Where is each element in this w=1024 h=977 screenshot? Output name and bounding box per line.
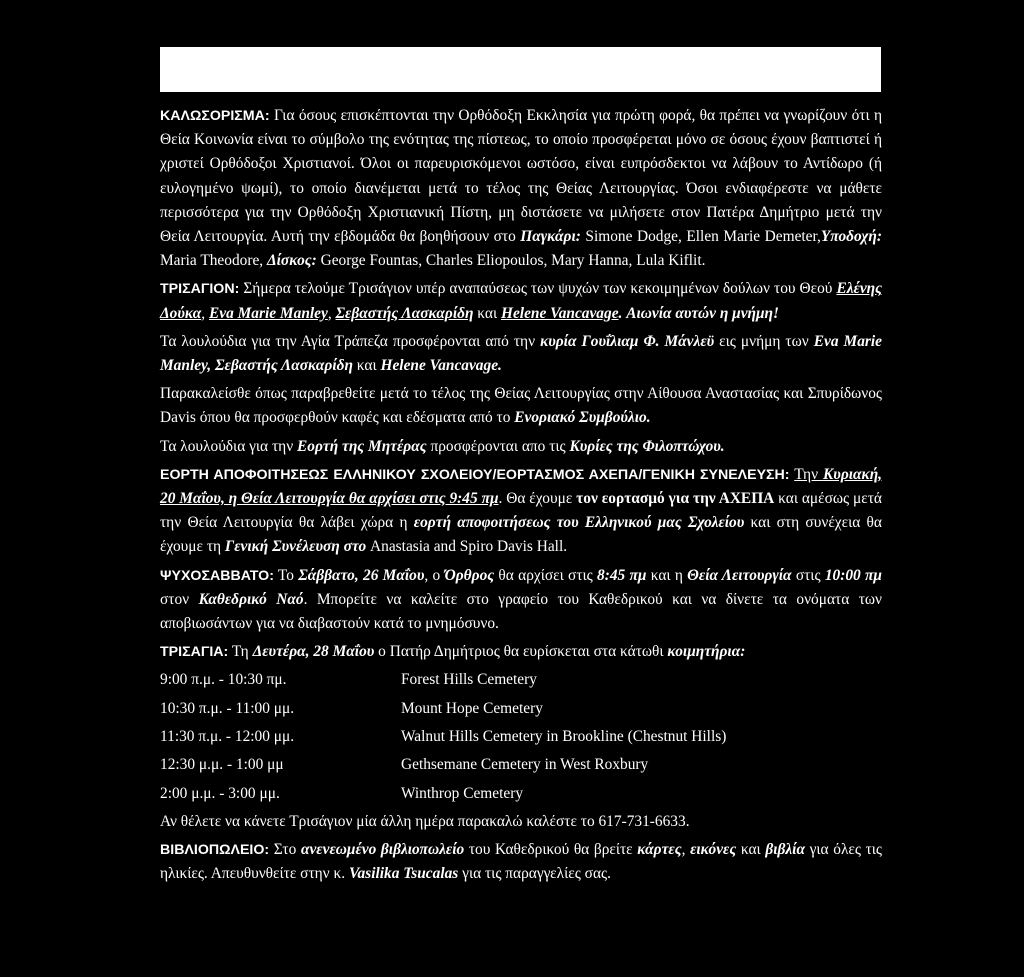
graduation-date-plain: Την: [794, 465, 819, 483]
cards-label: κάρτες: [637, 841, 682, 859]
psychosavvato-text-4: και η: [646, 566, 688, 584]
header-bar: [160, 47, 881, 92]
bookstore-text-4: για όλες τις ηλικίες. Απευθυνθείτε στην κ.: [160, 841, 883, 883]
schedule-place: Gethsemane Cemetery in West Roxbury: [401, 756, 649, 774]
bookstore-text-3: και: [736, 841, 766, 859]
deceased-sep-2: ,: [327, 304, 336, 322]
graduation-heading: ΕΟΡΤΗ ΑΠΟΦΟΙΤΗΣΕΩΣ ΕΛΛΗΝΙΚΟΥ ΣΧΟΛΕΙΟΥ/ΕΟΡΤΑΣΜΟΣ ΑΧΕΠΑ/ΓΕΝΙΚΗ ΣΥΝΕΛΕΥΣΗ:: [160, 466, 790, 483]
schedule-place: Forest Hills Cemetery: [401, 671, 537, 689]
trisagion-text: Σήμερα τελούμε Τρισάγιον υπέρ αναπαύσεως των ψυχών των κεκοιμημένων δούλων του Θεού: [239, 280, 837, 298]
bookstore-paragraph: [160, 838, 882, 886]
schedule-time: 2:00 μ.μ. - 3:00 μμ.: [160, 784, 280, 802]
schedule-row: [160, 666, 882, 694]
liturgy-label: Θεία Λειτουργία: [687, 566, 792, 584]
flowers-altar-names: Eva Marie Manley, Σεβαστής Λασκαρίδη: [160, 332, 882, 375]
bulletin-document: [160, 104, 882, 891]
trisagion-paragraph: [160, 277, 882, 325]
cathedral-label: Καθεδρικό Ναό: [198, 590, 304, 608]
psychosavvato-text: Το: [273, 566, 299, 584]
trisagia-text-2: ο Πατήρ Δημήτριος θα ευρίσκεται στα κάτωθι: [374, 643, 668, 661]
graduation-date: Κυριακή, 20 Μαΐου, η Θεία Λειτουργία θα αρχίσει στις 9:45 πμ: [160, 465, 882, 508]
flowers-mothers-text-2: προσφέρονται απο τις: [426, 437, 570, 455]
orthros-time: 8:45 πμ: [597, 566, 647, 584]
bookstore-text: Στο: [269, 841, 301, 859]
school-graduation: εορτή αποφοιτήσεως του Ελληνικού μας Σχολείου: [413, 514, 745, 532]
graduation-text-2: και αμέσως μετά την Θεία Λειτουργία θα λάβει χώρα η: [160, 490, 882, 532]
coffee-paragraph: [160, 382, 882, 430]
schedule-time: 11:30 π.μ. - 12:00 μμ.: [160, 728, 295, 746]
deceased-name-3: Σεβαστής Λασκαρίδη: [335, 304, 474, 322]
deceased-sep-3: και: [473, 304, 501, 322]
schedule-time: 9:00 π.μ. - 10:30 πμ.: [160, 671, 287, 689]
memory-closing: . Αιωνία αυτών η μνήμη!: [618, 304, 779, 322]
psychosavvato-heading: ΨΥΧΟΣΑΒΒΑΤΟ:: [160, 567, 274, 584]
schedule-row: [160, 695, 882, 723]
flowers-altar-text-3: και: [352, 357, 381, 375]
pangari-label: Παγκάρι:: [520, 228, 581, 246]
trisagia-date: Δευτέρα, 28 Μαΐου: [252, 643, 375, 661]
flowers-altar-text: Τα λουλούδια για την Αγία Τράπεζα προσφέρονται από την: [160, 332, 541, 350]
schedule-place: Mount Hope Cemetery: [401, 699, 543, 717]
psychosavvato-text-3: θα αρχίσει στις: [494, 566, 598, 584]
flowers-mothers-paragraph: [160, 435, 882, 459]
bookstore-contact: Vasilika Tsucalas: [348, 865, 459, 883]
diskos-label: Δίσκος:: [266, 252, 317, 270]
flowers-altar-donor: κυρία Γουΐλιαμ Φ. Μάνλεϋ: [540, 332, 715, 350]
bookstore-heading: ΒΙΒΛΙΟΠΩΛΕΙΟ:: [160, 842, 270, 859]
flowers-mothers-text: Τα λουλούδια για την: [160, 437, 298, 455]
renewed-bookstore: ανενεωμένο βιβλιοπωλείο: [300, 841, 465, 859]
icons-label: εικόνες: [690, 841, 737, 859]
welcome-heading: ΚΑΛΩΣΟΡΙΣΜΑ:: [160, 108, 270, 124]
philoptochos-ladies: Κυρίες της Φιλοπτώχου.: [569, 437, 725, 455]
psychosavvato-text-2: , ο: [424, 566, 445, 584]
coffee-text: Παρακαλείσθε όπως παραβρεθείτε μετά το τέλος της Θείας Λειτουργίας στην Αίθουσα Αναστασίας και Σπυρίδωνος Davis όπου θα προσφερθούν καφές και εδέσματα από το: [160, 385, 882, 427]
bookstore-comma: ,: [681, 841, 691, 859]
ahepa-celebration: τον εορτασμό για την ΑΧΕΠΑ: [576, 490, 775, 508]
psychosavvato-date: Σάββατο, 26 Μαΐου: [298, 566, 425, 584]
schedule-time: 10:30 π.μ. - 11:00 μμ.: [160, 699, 295, 717]
cemeteries-label: κοιμητήρια:: [667, 643, 746, 661]
schedule-place: Walnut Hills Cemetery in Brookline (Chestnut Hills): [401, 728, 727, 746]
welcome-text: Για όσους επισκέπτονται την Ορθόδοξη Εκκλησία για πρώτη φορά, θα πρέπει να γνωρίζουν ότι η Θεία Κοινωνία είναι το σύμβολο της ενότητας της πίστεως, το οποίο προσφέρεται μόνο σε όσους έχουν βαπτιστεί ή χριστεί Ορθόδοξοι Χριστιανοί. Όλοι οι παρευρισκόμενοι ωστόσο, είναι ευπρόσδεκτοι να λάβουν το Αντίδωρο (ή ευλογημένο ψωμί), το οποίο διανέμεται μετά το τέλος της Θείας Λειτουργίας. Όσοι ενδιαφέρεστε να μάθετε περισσότερα για την Ορθόδοξη Χριστιανική Πίστη, μη διστάσετε να μιλήσετε στον Πατέρα Δημήτριο μετά την Θεία Λειτουργία. Αυτή την εβδομάδα θα βοηθήσουν στο: [160, 107, 882, 246]
flowers-altar-last-name: Helene Vancavage.: [380, 357, 502, 375]
graduation-text: . Θα έχουμε: [498, 490, 577, 508]
deceased-sep-1: ,: [201, 304, 209, 322]
schedule-time: 12:30 μ.μ. - 1:00 μμ: [160, 756, 284, 774]
trisagia-paragraph: [160, 640, 882, 664]
bookstore-text-5: για τις παραγγελίες σας.: [458, 865, 611, 883]
graduation-text-4: Anastasia and Spiro Davis Hall.: [366, 538, 568, 556]
schedule-row: [160, 780, 882, 808]
ypodoxi-label: Υποδοχή:: [820, 228, 882, 246]
psychosavvato-text-5: στις: [791, 566, 825, 584]
welcome-paragraph: [160, 104, 882, 273]
orthros-label: Όρθρος: [444, 566, 495, 584]
graduation-paragraph: [160, 463, 882, 560]
deceased-name-1: Ελένης Δούκα: [160, 280, 882, 322]
general-assembly: Γενική Συνέλευση στο: [224, 538, 367, 556]
deceased-name-2: Eva Marie Manley: [208, 304, 328, 322]
psychosavvato-text-6: στον: [160, 590, 199, 608]
flowers-altar-paragraph: [160, 330, 882, 378]
trisagia-text: Τη: [228, 643, 253, 661]
trisagion-heading: ΤΡΙΣΑΓΙΟΝ:: [160, 281, 240, 298]
flowers-altar-text-2: εις μνήμη των: [714, 332, 814, 350]
graduation-text-3: και στη συνέχεια θα έχουμε τη: [160, 514, 882, 556]
psychosavvato-text-7: . Μπορείτε να καλείτε στο γραφείο του Καθεδρικού και να δίνετε τα ονόματα των αποβιωσάντων για να διαβαστούν κατά το μνημόσυνο.: [160, 590, 882, 633]
psychosavvato-paragraph: [160, 564, 882, 637]
schedule-place: Winthrop Cemetery: [401, 784, 524, 802]
cemetery-schedule: [160, 666, 882, 807]
pangari-names: Simone Dodge, Ellen Marie Demeter,: [580, 228, 821, 246]
diskos-names: George Fountas, Charles Eliopoulos, Mary Hanna, Lula Kiflit.: [316, 252, 706, 270]
mothers-feast: Εορτή της Μητέρας: [297, 437, 427, 455]
books-label: βιβλία: [765, 841, 805, 859]
ypodoxi-names: Maria Theodore,: [160, 252, 267, 270]
schedule-row: [160, 723, 882, 751]
trisagia-heading: ΤΡΙΣΑΓΙΑ:: [160, 644, 229, 661]
trisagion-phone-note: Αν θέλετε να κάνετε Τρισάγιον μία άλλη ημέρα παρακαλώ καλέστε το 617-731-6633.: [160, 812, 690, 830]
bookstore-text-2: του Καθεδρικού θα βρείτε: [464, 841, 638, 859]
deceased-name-4: Helene Vancavage: [500, 304, 619, 322]
liturgy-time: 10:00 πμ: [824, 566, 882, 584]
parish-council: Ενοριακό Συμβούλιο.: [514, 409, 651, 427]
schedule-row: [160, 751, 882, 779]
